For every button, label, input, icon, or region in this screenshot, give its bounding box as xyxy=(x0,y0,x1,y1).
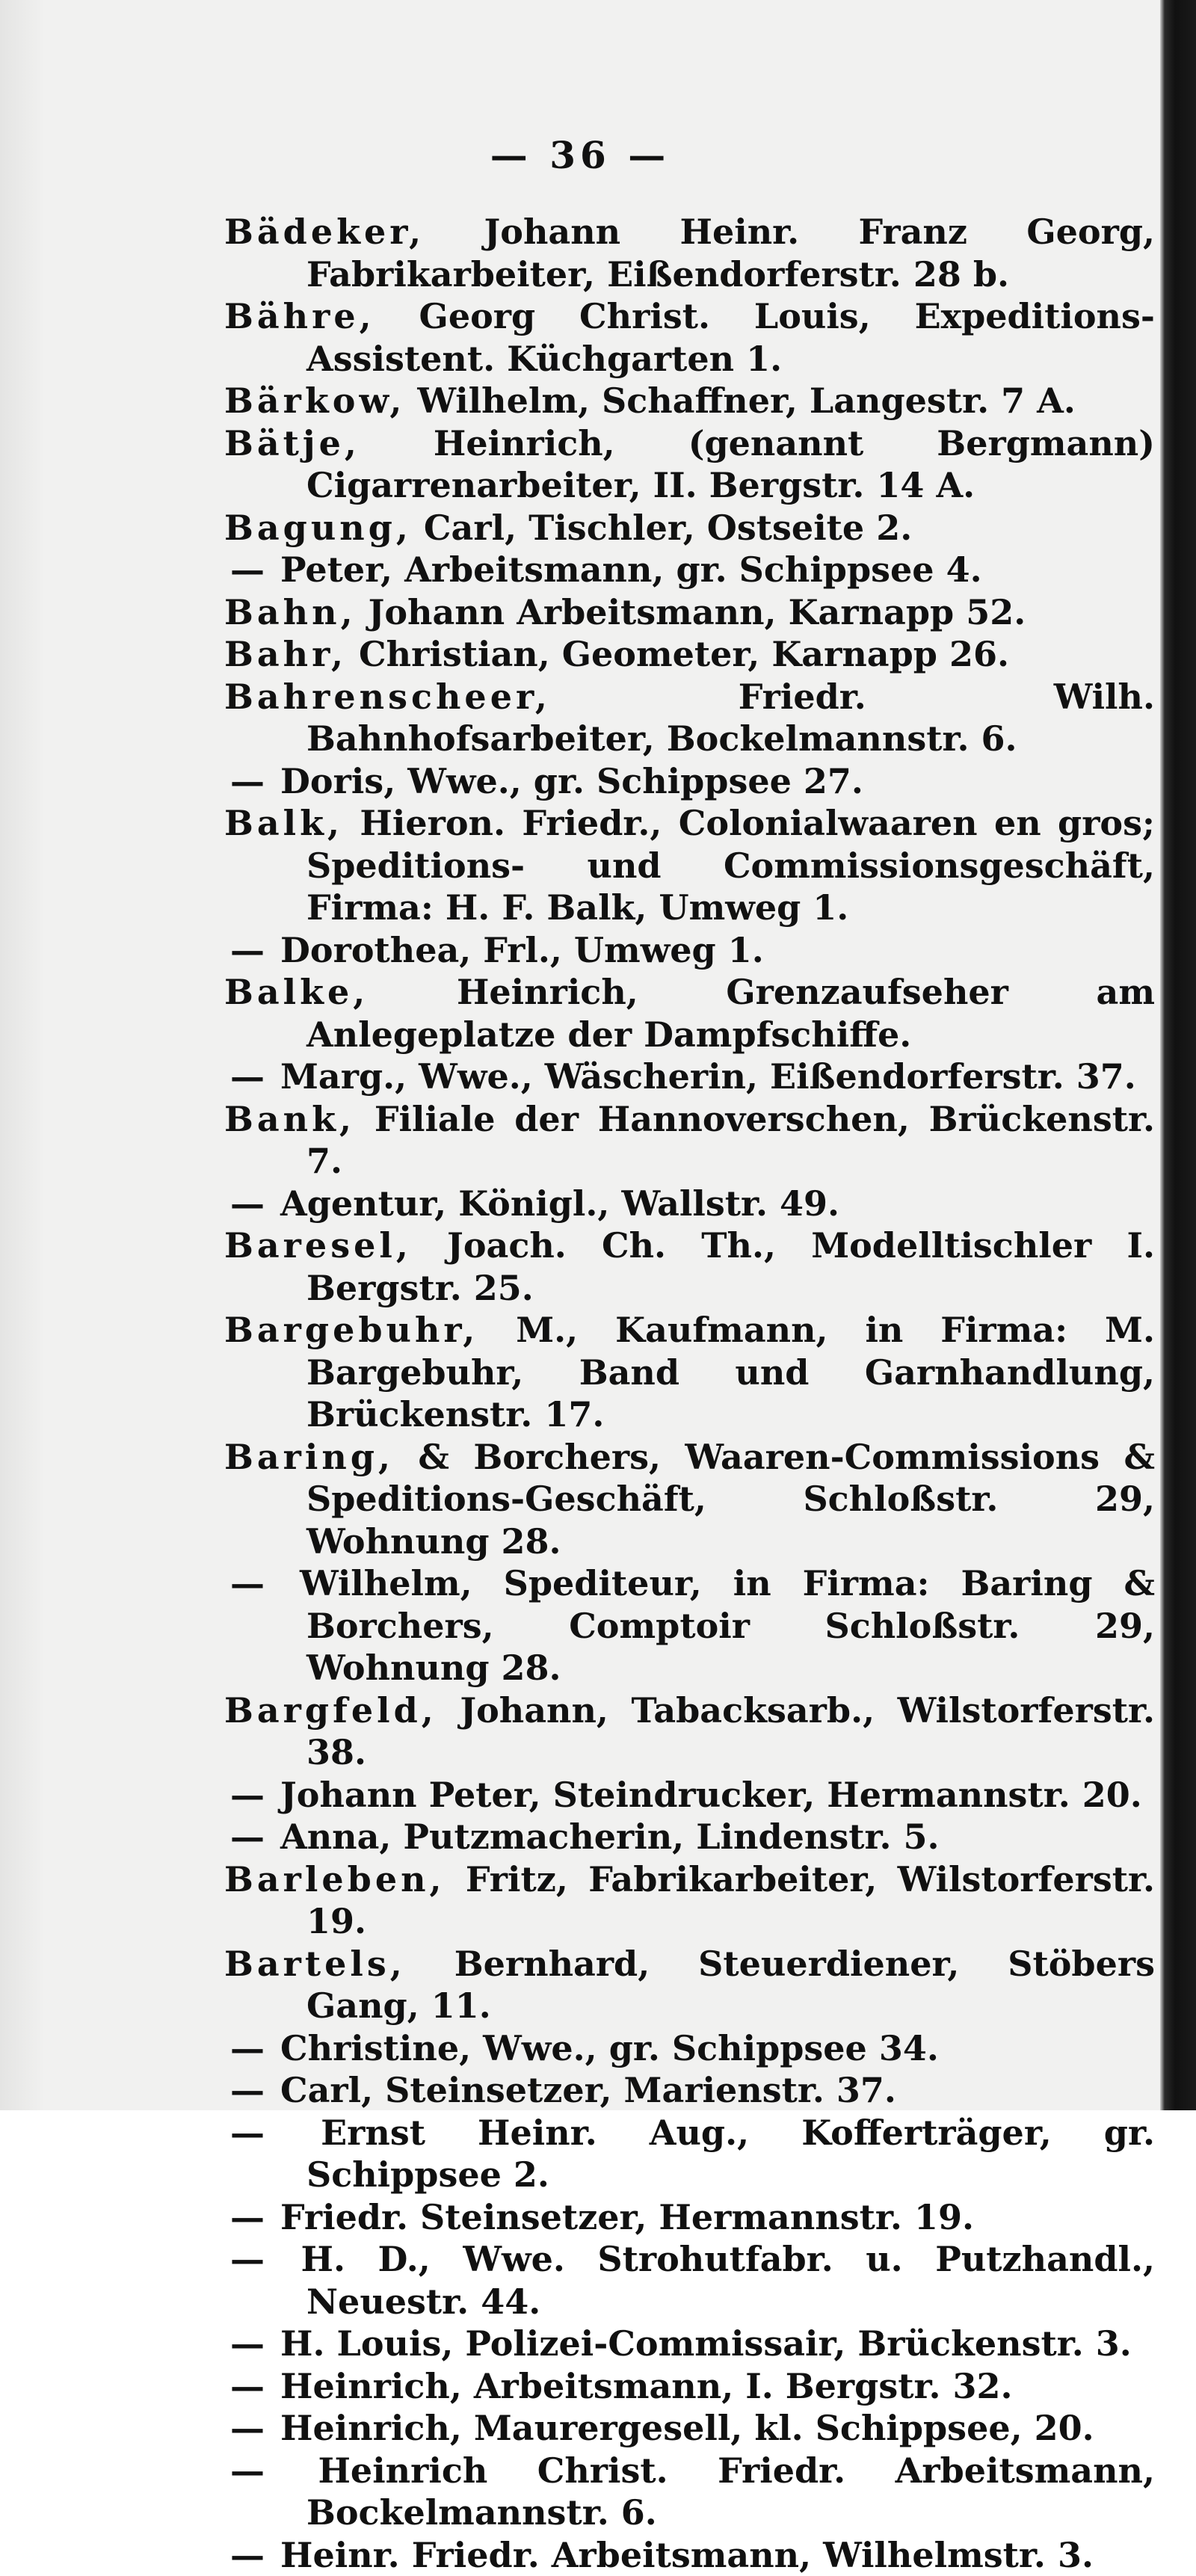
entry-surname: Bargebuhr, xyxy=(224,1310,478,1350)
entry-surname: Balke, xyxy=(224,972,369,1012)
directory-entry xyxy=(224,2069,1155,2112)
entry-surname: — xyxy=(230,2323,268,2364)
entry-details: Johann Peter, Steindrucker, Hermannstr. 20. xyxy=(268,1775,1142,1815)
directory-entry xyxy=(224,676,1155,760)
entry-surname: — xyxy=(230,1775,268,1815)
directory-entry xyxy=(224,1774,1155,1817)
entry-details: Friedr. Steinsetzer, Hermannstr. 19. xyxy=(268,2197,974,2237)
directory-entry xyxy=(224,422,1155,507)
entry-surname: — xyxy=(230,2197,268,2237)
entry-details: Dorothea, Frl., Umweg 1. xyxy=(268,930,764,970)
entry-surname: Bartels, xyxy=(224,1944,406,1984)
entry-surname: Bätje, xyxy=(224,423,360,463)
entry-details: Heinrich Christ. Friedr. Arbeitsmann, Bockelmannstr. 6. xyxy=(268,2450,1155,2533)
entry-details: Ernst Heinr. Aug., Kofferträger, gr. Schippsee 2. xyxy=(268,2113,1155,2196)
entry-surname: Bahn, xyxy=(224,592,357,632)
entry-details: Friedr. Wilh. Bahnhofsarbeiter, Bockelmannstr. 6. xyxy=(306,677,1155,759)
directory-entry xyxy=(224,760,1155,803)
entry-surname: Baresel, xyxy=(224,1225,412,1266)
entry-surname: Baring, xyxy=(224,1437,394,1477)
directory-entry xyxy=(224,2112,1155,2196)
entry-details: Joach. Ch. Th., Modelltischler I. Bergstr. 25. xyxy=(306,1225,1155,1308)
page-number: — 36 — xyxy=(0,133,1160,177)
entry-details: Heinrich, (genannt Bergmann) Cigarrenarbeiter, II. Bergstr. 14 A. xyxy=(306,423,1155,506)
entry-surname: Barleben, xyxy=(224,1859,446,1899)
entry-details: Heinr. Friedr. Arbeitsmann, Wilhelmstr. 3. xyxy=(268,2535,1094,2575)
directory-entry xyxy=(224,1689,1155,1774)
directory-entry xyxy=(224,971,1155,1056)
directory-entry xyxy=(224,591,1155,634)
directory-entry xyxy=(224,1858,1155,1943)
directory-entry xyxy=(224,929,1155,972)
directory-entry xyxy=(224,802,1155,929)
entry-surname: Bahr, xyxy=(224,634,347,674)
page-shadow xyxy=(0,0,45,2110)
entry-details: Hieron. Friedr., Colonialwaaren en gros; Speditions- und Commissionsgeschäft, Firma: H. F. Balk, Umweg 1. xyxy=(306,803,1155,928)
directory-entry xyxy=(224,549,1155,591)
entry-surname: Bagung, xyxy=(224,508,412,548)
entry-details: Christian, Geometer, Karnapp 26. xyxy=(347,634,1009,674)
directory-entry xyxy=(224,1816,1155,1858)
directory-entry xyxy=(224,211,1155,295)
book-spine-edge xyxy=(1160,0,1196,2110)
directory-entry xyxy=(224,380,1155,422)
directory-entry xyxy=(224,1224,1155,1309)
entry-details: Carl, Steinsetzer, Marienstr. 37. xyxy=(268,2070,896,2110)
entry-details: Wilhelm, Schaffner, Langestr. 7 A. xyxy=(405,380,1076,421)
entry-details: Heinrich, Maurergesell, kl. Schippsee, 20. xyxy=(268,2408,1094,2448)
entry-surname: — xyxy=(230,2070,268,2110)
entry-surname: Bähre, xyxy=(224,296,375,336)
entry-surname: — xyxy=(230,2450,268,2491)
entry-details: Georg Christ. Louis, Expeditions-Assistent. Küchgarten 1. xyxy=(306,296,1155,379)
directory-entry xyxy=(224,295,1155,380)
entry-details: M., Kaufmann, in Firma: M. Bargebuhr, Band und Garnhandlung, Brückenstr. 17. xyxy=(306,1310,1155,1435)
entry-surname: Bank, xyxy=(224,1099,355,1139)
directory-entry xyxy=(224,1183,1155,1225)
entry-surname: — xyxy=(230,930,268,970)
directory-entry xyxy=(224,2323,1155,2365)
directory-entry xyxy=(224,2407,1155,2450)
directory-entries xyxy=(224,211,1155,2576)
directory-entry xyxy=(224,1562,1155,1689)
entry-surname: Balk, xyxy=(224,803,343,843)
directory-entry xyxy=(224,507,1155,549)
entry-details: Doris, Wwe., gr. Schippsee 27. xyxy=(268,761,863,801)
entry-surname: — xyxy=(230,2408,268,2448)
entry-surname: — xyxy=(230,2113,268,2153)
entry-details: Peter, Arbeitsmann, gr. Schippsee 4. xyxy=(268,549,982,590)
entry-details: H. Louis, Polizei-Commissair, Brückenstr. 3. xyxy=(268,2323,1132,2364)
entry-details: Johann, Tabacksarb., Wilstorferstr. 38. xyxy=(306,1690,1155,1773)
entry-surname: — xyxy=(230,2028,268,2068)
entry-surname: Bädeker, xyxy=(224,212,425,252)
entry-details: Fritz, Fabrikarbeiter, Wilstorferstr. 19. xyxy=(306,1859,1155,1942)
directory-entry xyxy=(224,2027,1155,2070)
entry-surname: — xyxy=(230,549,268,590)
entry-details: Marg., Wwe., Wäscherin, Eißendorferstr. 37. xyxy=(268,1056,1136,1097)
directory-entry xyxy=(224,2365,1155,2408)
directory-entry xyxy=(224,2534,1155,2576)
entry-surname: Bahrenscheer, xyxy=(224,677,551,717)
directory-entry xyxy=(224,2238,1155,2323)
directory-entry xyxy=(224,1943,1155,2027)
entry-details: H. D., Wwe. Strohutfabr. u. Putzhandl., Neuestr. 44. xyxy=(268,2239,1155,2322)
entry-surname: — xyxy=(230,2535,268,2575)
directory-entry xyxy=(224,633,1155,676)
directory-entry xyxy=(224,1098,1155,1183)
entry-details: Wilhelm, Spediteur, in Firma: Baring & Borchers, Comptoir Schloßstr. 29, Wohnung 28. xyxy=(268,1563,1155,1688)
entry-surname: — xyxy=(230,1183,268,1224)
directory-entry xyxy=(224,1056,1155,1098)
directory-entry xyxy=(224,1436,1155,1563)
entry-surname: — xyxy=(230,761,268,801)
entry-surname: — xyxy=(230,1563,268,1603)
entry-details: Anna, Putzmacherin, Lindenstr. 5. xyxy=(268,1817,940,1857)
entry-details: Heinrich, Grenzaufseher am Anlegeplatze der Dampfschiffe. xyxy=(306,972,1155,1055)
entry-details: Johann Heinr. Franz Georg, Fabrikarbeiter, Eißendorferstr. 28 b. xyxy=(306,212,1155,295)
entry-surname: — xyxy=(230,2366,268,2406)
directory-entry xyxy=(224,2450,1155,2534)
entry-details: Heinrich, Arbeitsmann, I. Bergstr. 32. xyxy=(268,2366,1013,2406)
directory-entry xyxy=(224,1309,1155,1436)
entry-details: & Borchers, Waaren-Commissions & Speditions-Geschäft, Schloßstr. 29, Wohnung 28. xyxy=(306,1437,1155,1562)
entry-surname: Bärkow, xyxy=(224,380,405,421)
entry-surname: — xyxy=(230,1817,268,1857)
directory-entry xyxy=(224,2196,1155,2239)
entry-details: Christine, Wwe., gr. Schippsee 34. xyxy=(268,2028,939,2068)
entry-details: Johann Arbeitsmann, Karnapp 52. xyxy=(357,592,1026,632)
entry-details: Agentur, Königl., Wallstr. 49. xyxy=(268,1183,839,1224)
entry-surname: — xyxy=(230,1056,268,1097)
entry-details: Bernhard, Steuerdiener, Stöbers Gang, 11. xyxy=(306,1944,1155,2027)
entry-details: Carl, Tischler, Ostseite 2. xyxy=(412,508,912,548)
entry-details: Filiale der Hannoverschen, Brückenstr. 7. xyxy=(306,1099,1155,1182)
entry-surname: Bargfeld, xyxy=(224,1690,437,1731)
entry-surname: — xyxy=(230,2239,268,2279)
